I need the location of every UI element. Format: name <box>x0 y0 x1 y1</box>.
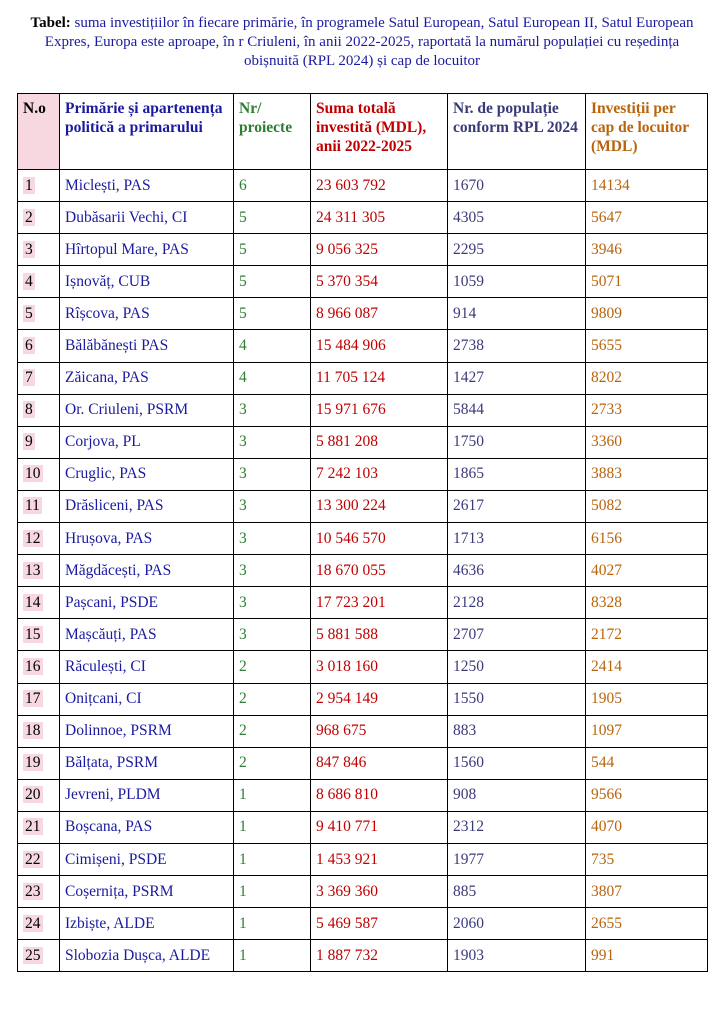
header-proiecte: Nr/ proiecte <box>234 94 311 170</box>
cell-suma: 9 410 771 <box>311 811 448 843</box>
cell-per-cap: 3883 <box>586 458 708 490</box>
cell-no <box>18 426 60 458</box>
cell-populatie: 1427 <box>448 362 586 394</box>
cell-proiecte: 5 <box>234 202 311 234</box>
cell-suma: 8 686 810 <box>311 779 448 811</box>
cell-populatie: 1865 <box>448 458 586 490</box>
table-row <box>18 843 708 875</box>
row-number: 22 <box>25 850 41 868</box>
cell-primarie: Pașcani, PSDE <box>60 587 234 619</box>
cell-primarie: Jevreni, PLDM <box>60 779 234 811</box>
cell-per-cap: 9809 <box>586 298 708 330</box>
cell-proiecte: 4 <box>234 362 311 394</box>
cell-no <box>18 490 60 522</box>
cell-primarie: Hîrtopul Mare, PAS <box>60 234 234 266</box>
cell-primarie: Izbiște, ALDE <box>60 908 234 940</box>
cell-suma: 15 971 676 <box>311 394 448 426</box>
cell-proiecte: 3 <box>234 394 311 426</box>
cell-no <box>18 170 60 202</box>
cell-no <box>18 779 60 811</box>
cell-populatie: 4305 <box>448 202 586 234</box>
cell-populatie: 1977 <box>448 843 586 875</box>
cell-no <box>18 330 60 362</box>
cell-suma: 5 881 208 <box>311 426 448 458</box>
row-number: 14 <box>25 593 41 611</box>
row-number: 18 <box>25 722 41 740</box>
cell-per-cap: 544 <box>586 747 708 779</box>
cell-suma: 3 369 360 <box>311 876 448 908</box>
cell-proiecte: 3 <box>234 587 311 619</box>
cell-primarie: Rîșcova, PAS <box>60 298 234 330</box>
header-primarie: Primărie și apartenența politică a primarului <box>60 94 234 170</box>
cell-proiecte: 2 <box>234 683 311 715</box>
cell-per-cap: 2172 <box>586 619 708 651</box>
row-number: 15 <box>25 625 41 643</box>
cell-primarie: Bălăbănești PAS <box>60 330 234 362</box>
row-number: 2 <box>25 208 33 226</box>
cell-per-cap: 991 <box>586 940 708 972</box>
cell-suma: 5 469 587 <box>311 908 448 940</box>
cell-populatie: 885 <box>448 876 586 908</box>
table-row <box>18 940 708 972</box>
table-caption <box>20 14 704 71</box>
row-number: 24 <box>25 914 41 932</box>
cell-suma: 847 846 <box>311 747 448 779</box>
cell-proiecte: 1 <box>234 908 311 940</box>
cell-proiecte: 5 <box>234 298 311 330</box>
cell-proiecte: 2 <box>234 715 311 747</box>
row-number: 7 <box>25 369 33 387</box>
cell-no <box>18 298 60 330</box>
cell-no <box>18 362 60 394</box>
row-number: 8 <box>25 401 33 419</box>
table-row <box>18 234 708 266</box>
cell-primarie: Slobozia Dușca, ALDE <box>60 940 234 972</box>
table-row <box>18 426 708 458</box>
cell-suma: 1 887 732 <box>311 940 448 972</box>
cell-primarie: Miclești, PAS <box>60 170 234 202</box>
table-row <box>18 651 708 683</box>
cell-suma: 15 484 906 <box>311 330 448 362</box>
cell-per-cap: 14134 <box>586 170 708 202</box>
header-per-cap: Investiții per cap de locuitor (MDL) <box>586 94 708 170</box>
cell-proiecte: 3 <box>234 619 311 651</box>
table-row <box>18 587 708 619</box>
cell-populatie: 914 <box>448 298 586 330</box>
cell-proiecte: 2 <box>234 651 311 683</box>
table-row <box>18 747 708 779</box>
cell-primarie: Măgdăcești, PAS <box>60 555 234 587</box>
row-number: 5 <box>25 304 33 322</box>
row-number: 6 <box>25 337 33 355</box>
cell-no <box>18 651 60 683</box>
cell-primarie: Cruglic, PAS <box>60 458 234 490</box>
cell-populatie: 1713 <box>448 523 586 555</box>
row-number: 12 <box>25 529 41 547</box>
cell-suma: 13 300 224 <box>311 490 448 522</box>
cell-primarie: Dolinnoe, PSRM <box>60 715 234 747</box>
cell-no <box>18 811 60 843</box>
table-body <box>18 170 708 972</box>
header-populatie: Nr. de populație conform RPL 2024 <box>448 94 586 170</box>
cell-populatie: 1250 <box>448 651 586 683</box>
cell-per-cap: 2414 <box>586 651 708 683</box>
cell-per-cap: 5647 <box>586 202 708 234</box>
cell-primarie: Cimișeni, PSDE <box>60 843 234 875</box>
cell-per-cap: 8202 <box>586 362 708 394</box>
row-number: 16 <box>25 657 41 675</box>
row-number: 17 <box>25 690 41 708</box>
cell-populatie: 1550 <box>448 683 586 715</box>
row-number: 1 <box>25 176 33 194</box>
cell-populatie: 2295 <box>448 234 586 266</box>
cell-primarie: Mașcăuți, PAS <box>60 619 234 651</box>
row-number: 20 <box>25 786 41 804</box>
row-number: 4 <box>25 272 33 290</box>
cell-no <box>18 876 60 908</box>
cell-per-cap: 6156 <box>586 523 708 555</box>
cell-no <box>18 394 60 426</box>
cell-suma: 10 546 570 <box>311 523 448 555</box>
cell-proiecte: 1 <box>234 811 311 843</box>
cell-suma: 968 675 <box>311 715 448 747</box>
table-row <box>18 170 708 202</box>
cell-populatie: 2707 <box>448 619 586 651</box>
cell-per-cap: 9566 <box>586 779 708 811</box>
cell-per-cap: 1097 <box>586 715 708 747</box>
row-number: 10 <box>25 465 41 483</box>
header-row <box>18 94 708 170</box>
cell-proiecte: 4 <box>234 330 311 362</box>
cell-proiecte: 6 <box>234 170 311 202</box>
cell-suma: 5 370 354 <box>311 266 448 298</box>
cell-no <box>18 747 60 779</box>
cell-proiecte: 1 <box>234 779 311 811</box>
row-number: 23 <box>25 882 41 900</box>
cell-proiecte: 1 <box>234 940 311 972</box>
caption-label: Tabel: <box>30 15 71 31</box>
investment-table <box>17 93 708 972</box>
cell-suma: 9 056 325 <box>311 234 448 266</box>
table-row <box>18 394 708 426</box>
cell-suma: 3 018 160 <box>311 651 448 683</box>
cell-suma: 1 453 921 <box>311 843 448 875</box>
cell-suma: 5 881 588 <box>311 619 448 651</box>
cell-populatie: 2128 <box>448 587 586 619</box>
cell-primarie: Ișnovăț, CUB <box>60 266 234 298</box>
cell-per-cap: 8328 <box>586 587 708 619</box>
header-no: N.o <box>18 94 60 170</box>
cell-per-cap: 2733 <box>586 394 708 426</box>
cell-suma: 17 723 201 <box>311 587 448 619</box>
cell-populatie: 2060 <box>448 908 586 940</box>
cell-primarie: Or. Criuleni, PSRM <box>60 394 234 426</box>
cell-no <box>18 587 60 619</box>
row-number: 21 <box>25 818 41 836</box>
cell-suma: 8 966 087 <box>311 298 448 330</box>
table-row <box>18 362 708 394</box>
table-row <box>18 298 708 330</box>
cell-no <box>18 202 60 234</box>
table-row <box>18 330 708 362</box>
row-number: 3 <box>25 240 33 258</box>
cell-primarie: Coșernița, PSRM <box>60 876 234 908</box>
cell-suma: 18 670 055 <box>311 555 448 587</box>
cell-proiecte: 1 <box>234 843 311 875</box>
table-row <box>18 683 708 715</box>
cell-populatie: 1560 <box>448 747 586 779</box>
table-header <box>18 94 708 170</box>
cell-populatie: 5844 <box>448 394 586 426</box>
cell-proiecte: 3 <box>234 458 311 490</box>
table-row <box>18 490 708 522</box>
cell-primarie: Dubăsarii Vechi, CI <box>60 202 234 234</box>
cell-per-cap: 4070 <box>586 811 708 843</box>
table-row <box>18 523 708 555</box>
cell-populatie: 2738 <box>448 330 586 362</box>
cell-populatie: 2312 <box>448 811 586 843</box>
cell-proiecte: 3 <box>234 490 311 522</box>
cell-per-cap: 5082 <box>586 490 708 522</box>
caption-text: suma investițiilor în fiecare primărie, în programele Satul European, Satul European II, Satul European Expres, Europa este aproape, în r Criuleni, în anii 2022-2025, raportată la numărul populației cu reședința obișnuită (RPL 2024) și cap de locuitor <box>44 15 694 69</box>
cell-per-cap: 5655 <box>586 330 708 362</box>
cell-populatie: 1903 <box>448 940 586 972</box>
cell-per-cap: 5071 <box>586 266 708 298</box>
cell-no <box>18 523 60 555</box>
cell-no <box>18 619 60 651</box>
cell-no <box>18 908 60 940</box>
header-suma: Suma totală investită (MDL), anii 2022-2025 <box>311 94 448 170</box>
row-number: 19 <box>25 754 41 772</box>
cell-no <box>18 683 60 715</box>
cell-populatie: 4636 <box>448 555 586 587</box>
cell-primarie: Hrușova, PAS <box>60 523 234 555</box>
cell-proiecte: 1 <box>234 876 311 908</box>
table-row <box>18 266 708 298</box>
row-number: 25 <box>25 946 41 964</box>
cell-primarie: Boșcana, PAS <box>60 811 234 843</box>
cell-proiecte: 3 <box>234 555 311 587</box>
cell-primarie: Bălțata, PSRM <box>60 747 234 779</box>
cell-per-cap: 2655 <box>586 908 708 940</box>
row-number: 9 <box>25 433 33 451</box>
cell-proiecte: 5 <box>234 266 311 298</box>
cell-primarie: Onițcani, CI <box>60 683 234 715</box>
cell-no <box>18 940 60 972</box>
cell-primarie: Zăicana, PAS <box>60 362 234 394</box>
cell-per-cap: 735 <box>586 843 708 875</box>
cell-populatie: 2617 <box>448 490 586 522</box>
cell-suma: 7 242 103 <box>311 458 448 490</box>
cell-populatie: 908 <box>448 779 586 811</box>
cell-per-cap: 3360 <box>586 426 708 458</box>
cell-per-cap: 4027 <box>586 555 708 587</box>
cell-populatie: 1059 <box>448 266 586 298</box>
cell-proiecte: 2 <box>234 747 311 779</box>
cell-proiecte: 5 <box>234 234 311 266</box>
cell-primarie: Corjova, PL <box>60 426 234 458</box>
cell-no <box>18 234 60 266</box>
cell-no <box>18 715 60 747</box>
table-row <box>18 908 708 940</box>
cell-per-cap: 3807 <box>586 876 708 908</box>
cell-no <box>18 266 60 298</box>
cell-populatie: 1670 <box>448 170 586 202</box>
cell-no <box>18 458 60 490</box>
cell-no <box>18 843 60 875</box>
table-row <box>18 555 708 587</box>
row-number: 11 <box>25 497 40 515</box>
cell-populatie: 1750 <box>448 426 586 458</box>
cell-suma: 23 603 792 <box>311 170 448 202</box>
row-number: 13 <box>25 561 41 579</box>
cell-proiecte: 3 <box>234 523 311 555</box>
cell-suma: 11 705 124 <box>311 362 448 394</box>
table-row <box>18 811 708 843</box>
cell-no <box>18 555 60 587</box>
cell-suma: 2 954 149 <box>311 683 448 715</box>
cell-suma: 24 311 305 <box>311 202 448 234</box>
cell-proiecte: 3 <box>234 426 311 458</box>
cell-populatie: 883 <box>448 715 586 747</box>
table-row <box>18 876 708 908</box>
cell-per-cap: 1905 <box>586 683 708 715</box>
cell-primarie: Drăsliceni, PAS <box>60 490 234 522</box>
table-row <box>18 619 708 651</box>
cell-primarie: Răculești, CI <box>60 651 234 683</box>
table-row <box>18 779 708 811</box>
table-row <box>18 715 708 747</box>
cell-per-cap: 3946 <box>586 234 708 266</box>
table-row <box>18 202 708 234</box>
table-row <box>18 458 708 490</box>
